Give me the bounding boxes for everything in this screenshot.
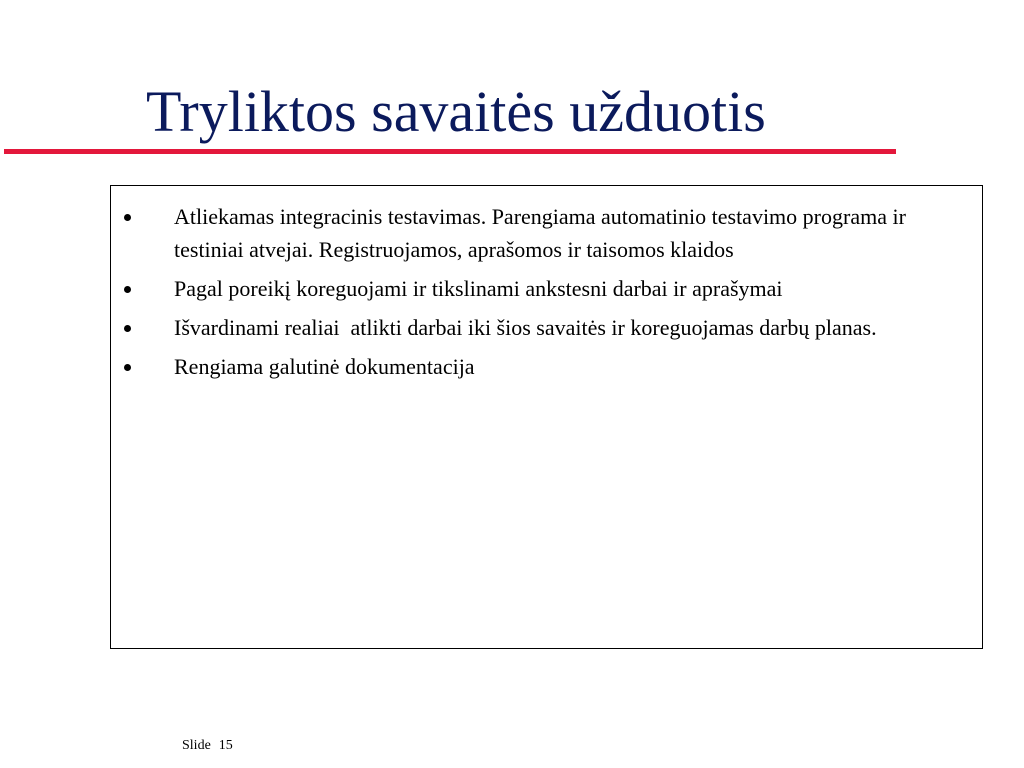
slide-number: 15 [218, 738, 233, 753]
slide-title: Tryliktos savaitės užduotis [146, 79, 766, 144]
bullet-list [111, 200, 974, 389]
bullet-text: Išvardinami realiai atlikti darbai iki šios savaitės ir koreguojamas darbų planas. [174, 315, 877, 340]
bullet-dot-icon [124, 286, 131, 293]
bullet-item [111, 200, 974, 266]
bullet-item [111, 272, 974, 305]
bullet-dot-icon [124, 214, 131, 221]
content-box [110, 185, 983, 649]
bullet-text: Atliekamas integracinis testavimas. Parengiama automatinio testavimo programa ir testiniai atvejai. Registruojamos, aprašomos ir taisomos klaidos [174, 204, 906, 262]
bullet-text: Rengiama galutinė dokumentacija [174, 354, 475, 379]
bullet-item [111, 311, 974, 344]
title-underline [4, 149, 896, 154]
slide-footer [182, 738, 233, 754]
bullet-dot-icon [124, 325, 131, 332]
bullet-text: Pagal poreikį koreguojami ir tikslinami ankstesni darbai ir aprašymai [174, 276, 783, 301]
bullet-item [111, 350, 974, 383]
slide-label: Slide [182, 738, 211, 753]
bullet-dot-icon [124, 364, 131, 371]
